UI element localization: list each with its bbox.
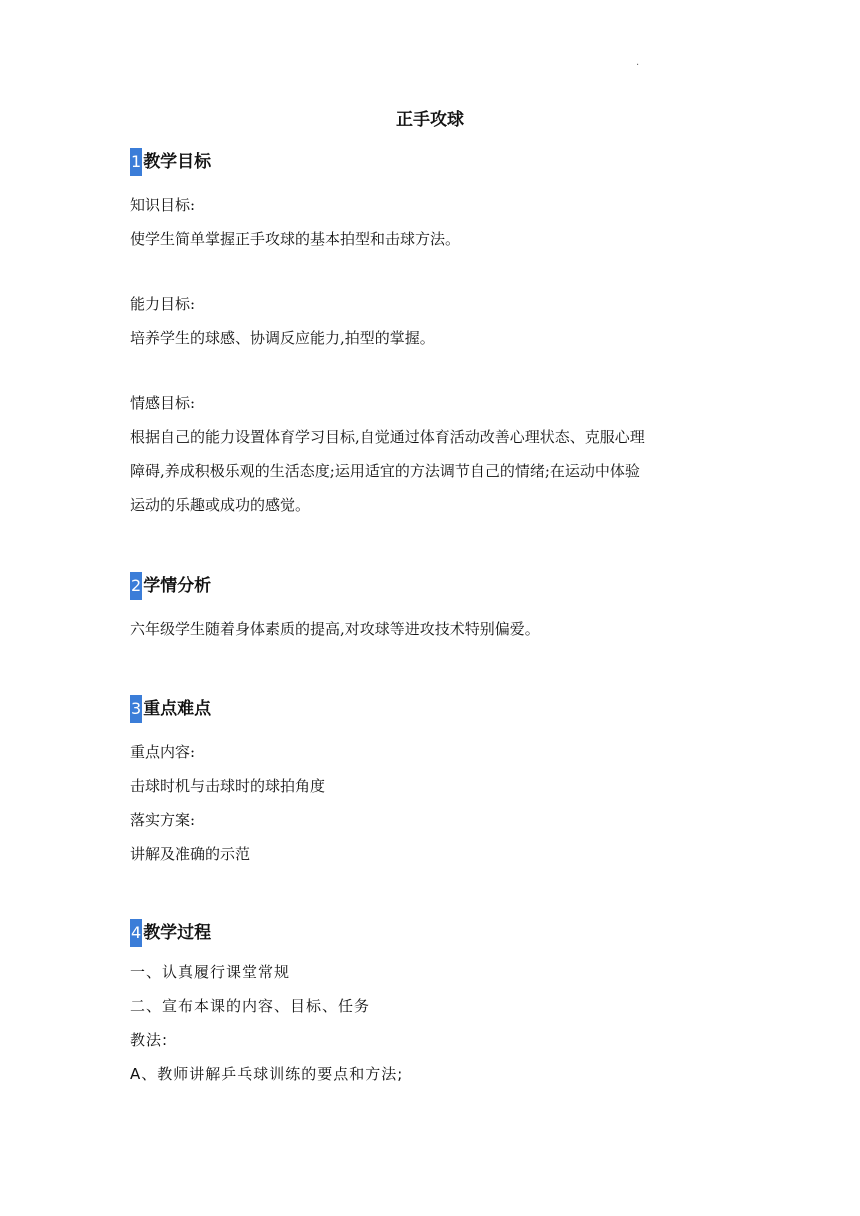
section-number: 1 <box>130 148 142 176</box>
section-key-points <box>130 695 730 871</box>
section-number: 2 <box>130 572 142 600</box>
section-number: 4 <box>130 919 142 947</box>
text-line: 能力目标: <box>130 295 196 313</box>
text-line: 培养学生的球感、协调反应能力,拍型的掌握。 <box>130 329 435 347</box>
section-title: 教学目标 <box>143 152 212 172</box>
section-teaching-goals <box>130 148 730 522</box>
section-teaching-process <box>130 919 730 1091</box>
text-line: 使学生简单掌握正手攻球的基本拍型和击球方法。 <box>130 230 461 248</box>
section-student-analysis <box>130 572 730 646</box>
text-line: 落实方案: <box>130 811 196 829</box>
text-line: 运动的乐趣或成功的感觉。 <box>130 496 311 514</box>
text-line: 重点内容: <box>130 743 196 761</box>
text-line: 讲解及准确的示范 <box>130 845 251 863</box>
text-line: 障碍,养成积极乐观的生活态度;运用适宜的方法调节自己的情绪;在运动中体验 <box>130 462 640 480</box>
text-line: 知识目标: <box>130 196 196 214</box>
text-line: 教法: <box>130 1031 169 1049</box>
text-line: 根据自己的能力设置体育学习目标,自觉通过体育活动改善心理状态、克服心理 <box>130 428 645 446</box>
text-line: 击球时机与击球时的球拍角度 <box>130 777 326 795</box>
text-line: A、教师讲解乒乓球训练的要点和方法; <box>130 1065 404 1083</box>
section-heading <box>130 148 730 176</box>
text-line: 情感目标: <box>130 394 196 412</box>
text-line: 六年级学生随着身体素质的提高,对攻球等进攻技术特别偏爱。 <box>130 620 540 638</box>
page-mark: . <box>636 57 640 68</box>
section-number: 3 <box>130 695 142 723</box>
section-title: 重点难点 <box>143 699 212 719</box>
text-line: 一、认真履行课堂常规 <box>130 963 291 981</box>
section-heading <box>130 695 730 723</box>
section-title: 学情分析 <box>143 576 212 596</box>
page-title: 正手攻球 <box>396 110 464 130</box>
section-heading <box>130 919 730 947</box>
section-heading <box>130 572 730 600</box>
section-title: 教学过程 <box>143 923 212 943</box>
text-line: 二、宣布本课的内容、目标、任务 <box>130 997 371 1015</box>
